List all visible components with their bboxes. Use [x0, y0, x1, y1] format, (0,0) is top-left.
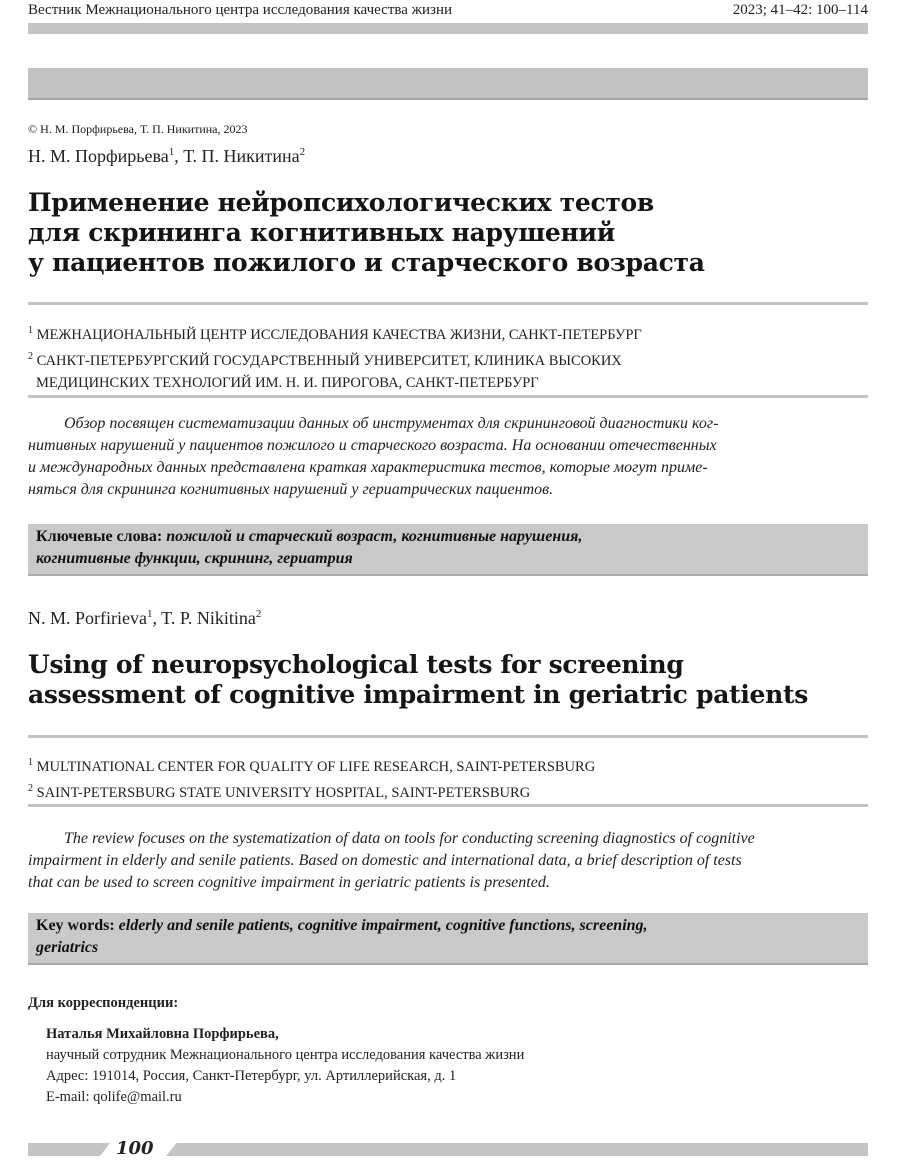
- issue-info: 2023; 41–42: 100–114: [732, 2, 868, 18]
- ru-aff-rule: [28, 395, 868, 398]
- correspondence-email: E-mail: qolife@mail.ru: [46, 1089, 182, 1105]
- en-keywords-label: Key words:: [36, 917, 115, 934]
- ru-abstract-line: няться для скрининга когнитивных нарушений у гериатрических пациентов.: [28, 481, 554, 498]
- ru-author-1: Н. М. Порфирьева: [28, 146, 169, 166]
- journal-name: Вестник Межнационального центра исследования качества жизни: [28, 2, 453, 18]
- en-author-1-sup: 1: [146, 608, 153, 620]
- ru-aff-2-sup: 2: [28, 350, 33, 362]
- ru-title-line: для скрининга когнитивных нарушений: [28, 218, 616, 247]
- ru-author-2: Т. П. Никитина: [183, 146, 300, 166]
- ru-author-1-sup: 1: [168, 146, 175, 158]
- ru-abstract-line: Обзор посвящен систематизации данных об инструментах для скрининговой диагностики ког-: [64, 415, 719, 432]
- ru-keywords: пожилой и старческий возраст, когнитивные нарушения,: [166, 528, 583, 545]
- ru-affiliations: [28, 320, 642, 394]
- ru-title-line: у пациентов пожилого и старческого возраста: [28, 248, 705, 277]
- en-author-2: T. P. Nikitina: [161, 608, 256, 628]
- en-authors: [28, 608, 261, 629]
- en-abstract-line: that can be used to screen cognitive impairment in geriatric patients is presented.: [28, 874, 550, 891]
- header-rule: [28, 23, 868, 34]
- ru-keywords-box: [28, 524, 868, 576]
- ru-authors: [28, 146, 305, 167]
- correspondence-label: Для корреспонденции:: [28, 995, 179, 1011]
- en-aff-rule: [28, 804, 868, 807]
- en-affiliations: [28, 752, 595, 804]
- en-keywords: elderly and senile patients, cognitive impairment, cognitive functions, screening,: [118, 917, 648, 934]
- en-affiliation-1: MULTINATIONAL CENTER FOR QUALITY OF LIFE RESEARCH, SAINT-PETERSBURG: [36, 758, 596, 775]
- copyright-line: © Н. М. Порфирьева, Т. П. Никитина, 2023: [28, 122, 248, 136]
- en-title-line: Using of neuropsychological tests for screening: [28, 650, 684, 679]
- en-author-separator: ,: [152, 608, 162, 628]
- en-author-1: N. M. Porfirieva: [28, 608, 147, 628]
- correspondence-name: Наталья Михайловна Порфирьева,: [46, 1026, 279, 1042]
- footer-bar-left: [28, 1143, 110, 1156]
- en-title: [28, 650, 888, 710]
- ru-abstract: [28, 413, 868, 501]
- ru-author-separator: ,: [174, 146, 184, 166]
- en-keywords-box: [28, 913, 868, 965]
- page-number: 100: [116, 1138, 154, 1159]
- en-abstract-line: impairment in elderly and senile patients. Based on domestic and international data, a brief description of tests: [28, 852, 742, 869]
- ru-aff-1-sup: 1: [28, 325, 33, 336]
- ru-keywords-label: Ключевые слова:: [36, 528, 163, 545]
- en-keywords-cont: geriatrics: [36, 939, 99, 956]
- header-band: [28, 68, 868, 100]
- ru-abstract-line: нитивных нарушений у пациентов пожилого и старческого возраста. На основании отечественных: [28, 437, 717, 454]
- ru-title-line: Применение нейропсихологических тестов: [28, 188, 655, 217]
- ru-title: [28, 188, 888, 278]
- correspondence-position: научный сотрудник Межнационального центра исследования качества жизни: [46, 1047, 525, 1063]
- correspondence-address: Адрес: 191014, Россия, Санкт-Петербург, ул. Артиллерийская, д. 1: [46, 1068, 457, 1084]
- en-author-2-sup: 2: [255, 608, 262, 620]
- ru-keywords-cont: когнитивные функции, скрининг, гериатрия: [36, 550, 353, 567]
- correspondence-block: [46, 1024, 524, 1108]
- en-abstract-line: The review focuses on the systematization of data on tools for conducting screening diagnostics of cognitive: [64, 830, 755, 847]
- en-abstract: [28, 828, 868, 894]
- footer-bar-right: [166, 1143, 868, 1156]
- en-affiliation-2: SAINT-PETERSBURG STATE UNIVERSITY HOSPITAL, SAINT-PETERSBURG: [36, 784, 531, 801]
- en-title-rule: [28, 735, 868, 738]
- ru-affiliation-1: МЕЖНАЦИОНАЛЬНЫЙ ЦЕНТР ИССЛЕДОВАНИЯ КАЧЕСТВА ЖИЗНИ, САНКТ-ПЕТЕРБУРГ: [36, 326, 642, 343]
- en-aff-2-sup: 2: [28, 782, 33, 794]
- ru-affiliation-2-cont: МЕДИЦИНСКИХ ТЕХНОЛОГИЙ ИМ. Н. И. ПИРОГОВА, САНКТ-ПЕТЕРБУРГ: [36, 374, 539, 391]
- ru-abstract-line: и международных данных представлена краткая характеристика тестов, которые могут приме-: [28, 459, 708, 476]
- ru-author-2-sup: 2: [299, 146, 306, 158]
- ru-affiliation-2: САНКТ-ПЕТЕРБУРГСКИЙ ГОСУДАРСТВЕННЫЙ УНИВЕРСИТЕТ, КЛИНИКА ВЫСОКИХ: [36, 352, 622, 369]
- en-aff-1-sup: 1: [28, 757, 33, 768]
- ru-title-rule: [28, 302, 868, 305]
- en-title-line: assessment of cognitive impairment in geriatric patients: [28, 680, 809, 709]
